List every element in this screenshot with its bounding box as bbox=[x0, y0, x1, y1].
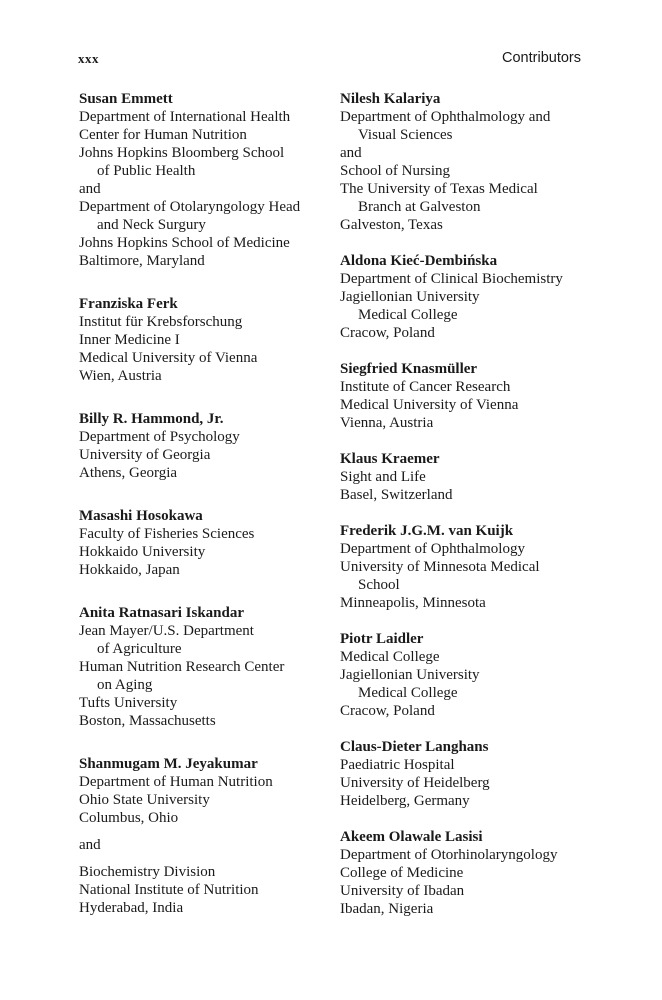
affiliation-line: Tufts University bbox=[79, 695, 178, 711]
contributor-name: Siegfried Knasmüller bbox=[340, 361, 478, 377]
entry-gap bbox=[340, 234, 590, 252]
affiliation-line: Sight and Life bbox=[340, 469, 426, 485]
contributor-entry bbox=[340, 828, 590, 918]
contributor-entry bbox=[340, 450, 590, 504]
contributor-name: Shanmugam M. Jeyakumar bbox=[79, 756, 258, 772]
affiliation-line: Jean Mayer/U.S. Department bbox=[79, 623, 254, 639]
affiliation-line: Jagiellonian University bbox=[340, 667, 480, 683]
affiliation-line: Department of Human Nutrition bbox=[79, 774, 273, 790]
affiliation-line: Biochemistry Division bbox=[79, 864, 216, 880]
contributor-entry bbox=[340, 522, 590, 612]
contributor-name: Frederik J.G.M. van Kuijk bbox=[340, 523, 514, 539]
contributor-name: Nilesh Kalariya bbox=[340, 91, 441, 107]
affiliation-line: Hokkaido University bbox=[79, 544, 206, 560]
affiliation-line: School of Nursing bbox=[340, 163, 450, 179]
contributor-name: Aldona Kieć-Dembińska bbox=[340, 253, 498, 269]
contributor-entry bbox=[340, 630, 590, 720]
right-column bbox=[340, 90, 590, 918]
affiliation-line: School bbox=[358, 577, 400, 593]
affiliation-line: Medical College bbox=[358, 685, 458, 701]
entry-gap bbox=[79, 385, 329, 410]
affiliation-line: University of Georgia bbox=[79, 447, 211, 463]
affiliation-line: Inner Medicine I bbox=[79, 332, 180, 348]
affiliation-line: Wien, Austria bbox=[79, 368, 162, 384]
entry-gap bbox=[340, 432, 590, 450]
contributor-entry bbox=[79, 410, 329, 482]
running-head: Contributors bbox=[502, 50, 581, 66]
contributor-entry bbox=[340, 90, 590, 234]
affiliation-line: Basel, Switzerland bbox=[340, 487, 453, 503]
affiliation-line: Minneapolis, Minnesota bbox=[340, 595, 486, 611]
affiliation-line: Center for Human Nutrition bbox=[79, 127, 247, 143]
entry-gap bbox=[340, 504, 590, 522]
affiliation-line: on Aging bbox=[97, 677, 153, 693]
entry-gap bbox=[340, 342, 590, 360]
contributor-name: Susan Emmett bbox=[79, 91, 173, 107]
affiliation-line: Cracow, Poland bbox=[340, 325, 435, 341]
affiliation-connector: and bbox=[79, 837, 101, 853]
affiliation-line: and bbox=[79, 181, 101, 197]
contributor-entry bbox=[79, 507, 329, 579]
left-column bbox=[79, 90, 329, 917]
affiliation-line: Department of Ophthalmology and bbox=[340, 109, 551, 125]
contributor-name: Claus-Dieter Langhans bbox=[340, 739, 489, 755]
contributor-entry bbox=[79, 604, 329, 730]
entry-gap bbox=[340, 612, 590, 630]
affiliation-line: Visual Sciences bbox=[358, 127, 453, 143]
affiliation-line: Hyderabad, India bbox=[79, 900, 184, 916]
affiliation-line: Medical College bbox=[358, 307, 458, 323]
page-number: xxx bbox=[78, 51, 99, 66]
affiliation-line: Johns Hopkins Bloomberg School bbox=[79, 145, 285, 161]
contributor-entry bbox=[79, 755, 329, 917]
affiliation-line: Department of Otolaryngology Head bbox=[79, 199, 301, 215]
affiliation-line: Department of Psychology bbox=[79, 429, 240, 445]
affiliation-line: Medical University of Vienna bbox=[340, 397, 519, 413]
contributor-name: Piotr Laidler bbox=[340, 631, 424, 647]
affiliation-line: University of Minnesota Medical bbox=[340, 559, 540, 575]
affiliation-line: Institut für Krebsforschung bbox=[79, 314, 243, 330]
contributor-entry bbox=[340, 360, 590, 432]
affiliation-line: The University of Texas Medical bbox=[340, 181, 538, 197]
contributor-name: Akeem Olawale Lasisi bbox=[340, 829, 483, 845]
affiliation-line: Galveston, Texas bbox=[340, 217, 443, 233]
contributor-entry bbox=[340, 738, 590, 810]
contributor-entry bbox=[79, 90, 329, 270]
affiliation-line: Baltimore, Maryland bbox=[79, 253, 205, 269]
affiliation-line: Department of International Health bbox=[79, 109, 291, 125]
affiliation-line: Ibadan, Nigeria bbox=[340, 901, 434, 917]
contributor-name: Masashi Hosokawa bbox=[79, 508, 203, 524]
contributor-name: Billy R. Hammond, Jr. bbox=[79, 411, 224, 427]
entry-gap bbox=[79, 579, 329, 604]
affiliation-line: Medical University of Vienna bbox=[79, 350, 258, 366]
contributor-name: Klaus Kraemer bbox=[340, 451, 440, 467]
affiliation-line: and bbox=[340, 145, 362, 161]
affiliation-line: Paediatric Hospital bbox=[340, 757, 455, 773]
affiliation-line: Medical College bbox=[340, 649, 440, 665]
affiliation-line: Cracow, Poland bbox=[340, 703, 435, 719]
affiliation-line: Boston, Massachusetts bbox=[79, 713, 216, 729]
affiliation-line: Ohio State University bbox=[79, 792, 210, 808]
entry-gap bbox=[340, 810, 590, 828]
affiliation-line: Branch at Galveston bbox=[358, 199, 481, 215]
affiliation-line: Heidelberg, Germany bbox=[340, 793, 470, 809]
affiliation-line: Department of Clinical Biochemistry bbox=[340, 271, 563, 287]
affiliation-line: and Neck Surgury bbox=[97, 217, 206, 233]
entry-gap bbox=[79, 730, 329, 755]
affiliation-line: Johns Hopkins School of Medicine bbox=[79, 235, 290, 251]
contributor-name: Anita Ratnasari Iskandar bbox=[79, 605, 245, 621]
affiliation-line: Vienna, Austria bbox=[340, 415, 434, 431]
affiliation-line: of Public Health bbox=[97, 163, 196, 179]
affiliation-line: Jagiellonian University bbox=[340, 289, 480, 305]
contributor-entry bbox=[79, 295, 329, 385]
affiliation-line: University of Ibadan bbox=[340, 883, 465, 899]
affiliation-line: Department of Otorhinolaryngology bbox=[340, 847, 558, 863]
affiliation-line: Hokkaido, Japan bbox=[79, 562, 180, 578]
affiliation-line: Faculty of Fisheries Sciences bbox=[79, 526, 255, 542]
affiliation-line: College of Medicine bbox=[340, 865, 464, 881]
affiliation-line: Columbus, Ohio bbox=[79, 810, 179, 826]
affiliation-line: University of Heidelberg bbox=[340, 775, 490, 791]
entry-gap bbox=[340, 720, 590, 738]
affiliation-line: of Agriculture bbox=[97, 641, 182, 657]
affiliation-line: Human Nutrition Research Center bbox=[79, 659, 285, 675]
affiliation-line: Department of Ophthalmology bbox=[340, 541, 525, 557]
contributor-entry bbox=[340, 252, 590, 342]
affiliation-line: National Institute of Nutrition bbox=[79, 882, 259, 898]
affiliation-line: Athens, Georgia bbox=[79, 465, 178, 481]
entry-gap bbox=[79, 482, 329, 507]
contributor-name: Franziska Ferk bbox=[79, 296, 178, 312]
affiliation-line: Institute of Cancer Research bbox=[340, 379, 511, 395]
entry-gap bbox=[79, 270, 329, 295]
